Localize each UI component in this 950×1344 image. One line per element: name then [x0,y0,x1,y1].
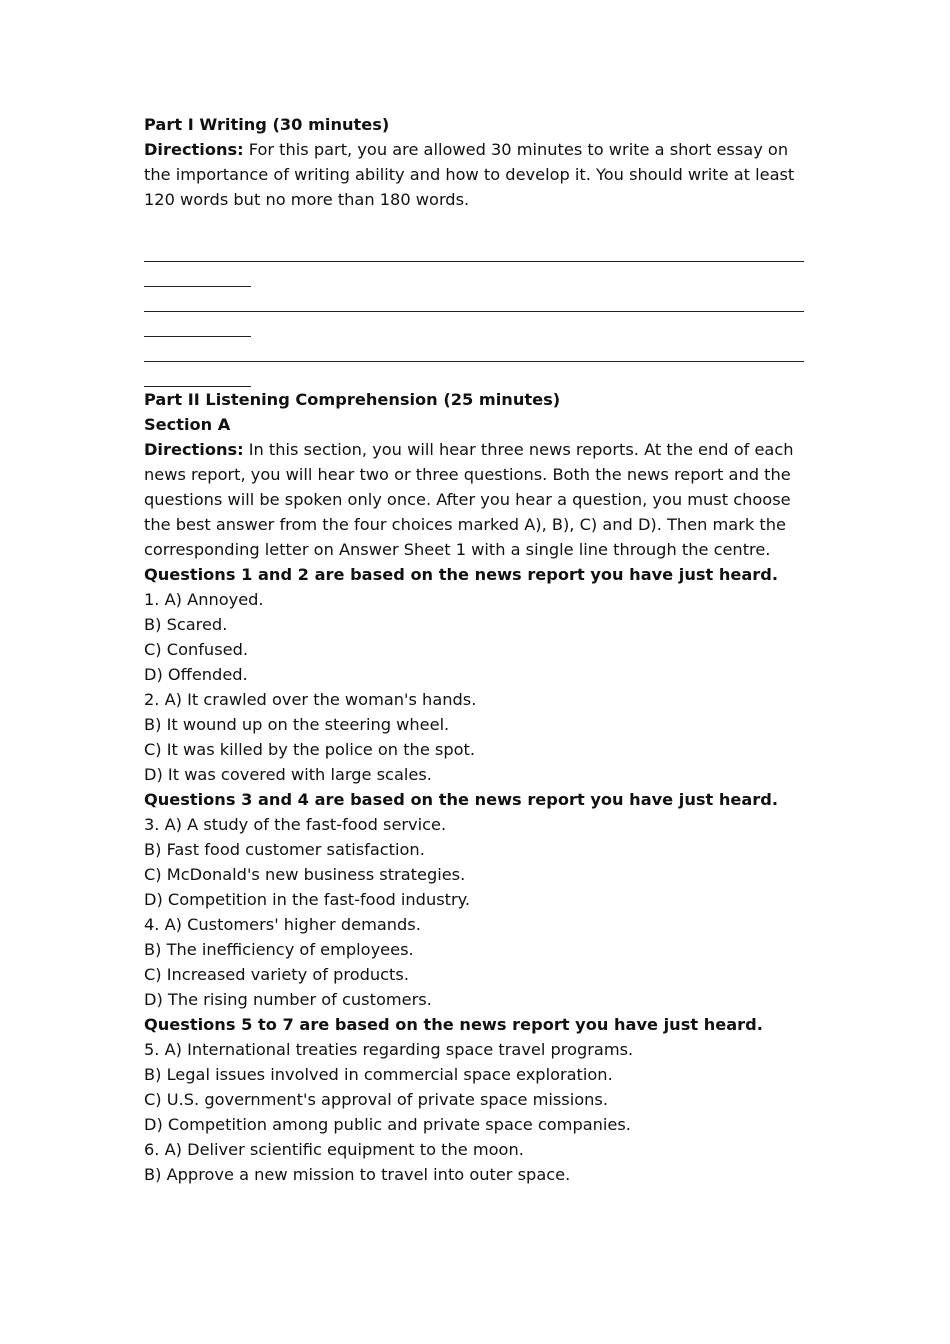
answer-option: C) It was killed by the police on the spot. [144,740,476,759]
answer-option: 5. A) International treaties regarding space travel programs. [144,1040,634,1059]
answer-line[interactable] [144,237,804,262]
answer-option: 1. A) Annoyed. [144,590,264,609]
answer-option: D) Competition in the fast-food industry. [144,890,471,909]
part2-directions-text: In this section, you will hear three news reports. At the end of each news report, you will hear two or three questions. Both the news report and the questions will be spoken only once. After you hear a question, you must choose the best answer from the four choices marked A), B), C) and D). Then mark the corresponding letter on Answer Sheet 1 with a single line through the centre. [144,440,794,559]
part2-heading: Part II Listening Comprehension (25 minutes) [144,390,561,409]
section-heading: Section A [144,415,231,434]
answer-line[interactable] [144,337,804,362]
answer-option: 6. A) Deliver scientific equipment to the moon. [144,1140,524,1159]
part1-heading: Part I Writing (30 minutes) [144,115,390,134]
answer-line[interactable] [144,312,251,337]
answer-option: D) It was covered with large scales. [144,765,432,784]
answer-option: D) The rising number of customers. [144,990,432,1009]
answer-option: B) Scared. [144,615,228,634]
part1-directions-text: For this part, you are allowed 30 minutes to write a short essay on the importance of writing ability and how to develop it. You should write at least 120 words but no more than 180 words. [144,140,795,209]
answer-option: B) Legal issues involved in commercial space exploration. [144,1065,613,1084]
question-group-heading: Questions 3 and 4 are based on the news report you have just heard. [144,790,779,809]
part2-directions-label: Directions: [144,440,244,459]
answer-option: C) Confused. [144,640,249,659]
answer-line[interactable] [144,362,251,387]
answer-option: C) Increased variety of products. [144,965,409,984]
answer-option: B) Approve a new mission to travel into outer space. [144,1165,571,1184]
answer-option: B) Fast food customer satisfaction. [144,840,425,859]
answer-option: 2. A) It crawled over the woman's hands. [144,690,477,709]
exam-page [144,112,808,1187]
answer-option: D) Offended. [144,665,248,684]
question-group-heading: Questions 1 and 2 are based on the news report you have just heard. [144,565,779,584]
part1-directions [144,137,808,212]
spacer [144,212,808,237]
part1-directions-label: Directions: [144,140,244,159]
question-group-heading: Questions 5 to 7 are based on the news report you have just heard. [144,1015,763,1034]
answer-option: 3. A) A study of the fast-food service. [144,815,447,834]
part2-directions [144,437,808,562]
answer-option: D) Competition among public and private space companies. [144,1115,631,1134]
answer-option: B) It wound up on the steering wheel. [144,715,450,734]
answer-option: 4. A) Customers' higher demands. [144,915,421,934]
answer-line[interactable] [144,287,804,312]
answer-option: C) McDonald's new business strategies. [144,865,466,884]
answer-option: B) The inefficiency of employees. [144,940,414,959]
answer-line[interactable] [144,262,251,287]
answer-option: C) U.S. government's approval of private space missions. [144,1090,608,1109]
